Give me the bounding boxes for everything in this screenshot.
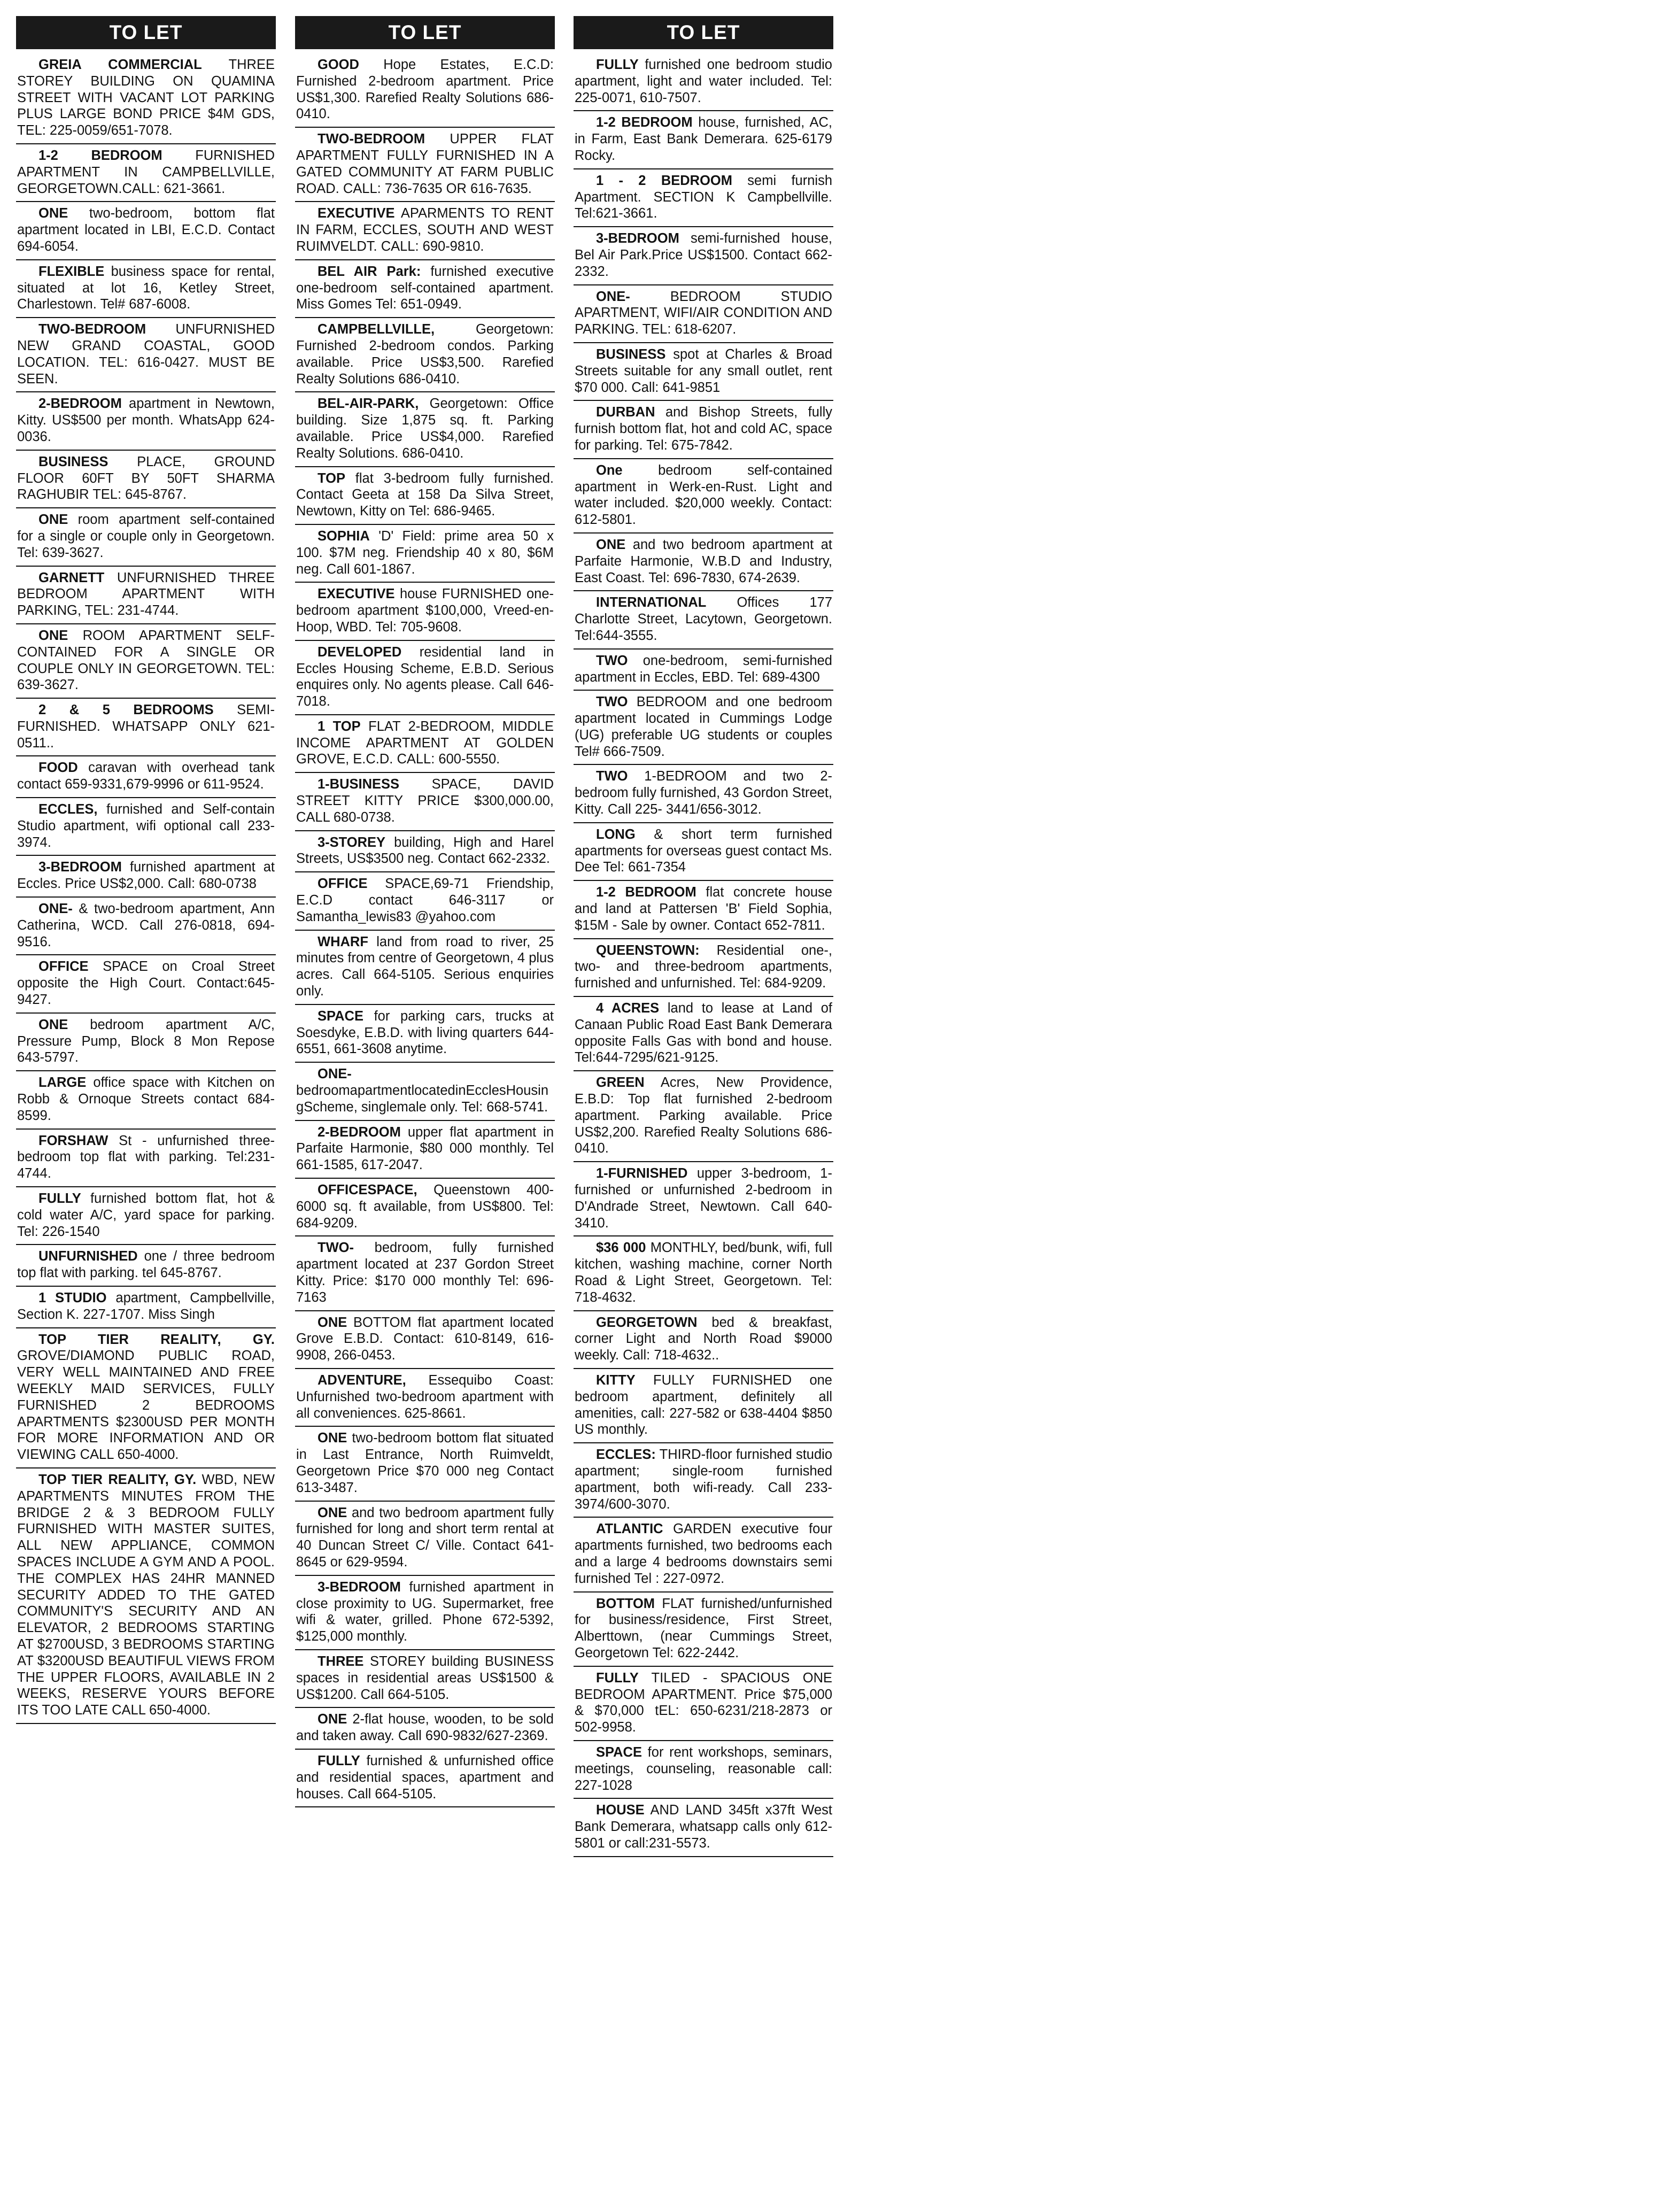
ad-text: FLAT 2-BEDROOM, MIDDLE INCOME APARTMENT AT GOLDEN GROVE, E.C.D. CALL: 600-5550. bbox=[296, 718, 554, 767]
ad-text: land from road to river, 25 minutes from centre of Georgetown, 4 plus acres. Call 664-5105. Serious enquiries only. bbox=[296, 934, 554, 999]
ad-text: SEMI-FURNISHED. WHATSAPP ONLY 621-0511.. bbox=[17, 702, 275, 751]
classified-ad bbox=[295, 1179, 555, 1236]
ad-text: one-bedroom, semi-furnished apartment in Eccles, EBD. Tel: 689-4300 bbox=[575, 653, 832, 685]
ad-text: caravan with overhead tank contact 659-9331,679-9996 or 611-9524. bbox=[17, 760, 275, 792]
classified-ad bbox=[16, 1187, 276, 1245]
ad-lead: OFFICESPACE, bbox=[318, 1182, 417, 1198]
ad-lead: ONE bbox=[318, 1712, 347, 1727]
ad-text: BOTTOM flat apartment located Grove E.B.D. Contact: 610-8149, 616-9908, 266-0453. bbox=[296, 1315, 554, 1363]
ad-lead: 3-BEDROOM bbox=[318, 1579, 401, 1595]
classified-ad bbox=[16, 567, 276, 624]
ad-lead: SPACE bbox=[318, 1008, 363, 1024]
classified-ad bbox=[16, 53, 276, 144]
ad-text: UNFURNISHED THREE BEDROOM APARTMENT WITH PARKING, TEL: 231-4744. bbox=[17, 570, 275, 619]
classified-ad bbox=[574, 939, 833, 997]
ad-lead: 2-BEDROOM bbox=[38, 396, 122, 412]
classified-ad bbox=[16, 318, 276, 392]
ad-text: Offices 177 Charlotte Street, Lacytown, Georgetown. Tel:644-3555. bbox=[575, 595, 832, 643]
classified-ad bbox=[295, 1427, 555, 1501]
classified-ad bbox=[16, 1130, 276, 1187]
ad-text: two-bedroom bottom flat situated in Last Entrance, North Ruimveldt, Georgetown Price $70 000 neg Contact 613-3487. bbox=[296, 1431, 554, 1495]
ad-lead: 3-BEDROOM bbox=[596, 231, 679, 246]
ad-lead: 2 & 5 BEDROOMS bbox=[38, 702, 214, 718]
classified-ad bbox=[16, 856, 276, 898]
ad-text: for parking cars, trucks at Soesdyke, E.B.D. with living quarters 644-6551, 661-3608 anytime. bbox=[296, 1008, 554, 1057]
classified-ad bbox=[574, 227, 833, 285]
classified-ad bbox=[295, 202, 555, 260]
ad-lead: TOP TIER REALITY, GY. bbox=[38, 1472, 197, 1487]
ad-lead: FULLY bbox=[596, 57, 639, 72]
classified-ad bbox=[295, 467, 555, 525]
ad-text: BEDROOM STUDIO APARTMENT, WIFI/AIR CONDITION AND PARKING. TEL: 618-6207. bbox=[575, 289, 832, 337]
ad-text: apartment, Campbellville, Section K. 227-1707. Miss Singh bbox=[17, 1290, 275, 1322]
ad-text: FURNISHED APARTMENT IN CAMPBELLVILLE, GEORGETOWN.CALL: 621-3661. bbox=[17, 148, 275, 196]
ad-lead: THREE bbox=[318, 1653, 364, 1669]
classified-ad bbox=[16, 392, 276, 450]
classified-ad bbox=[295, 1708, 555, 1750]
classified-ad bbox=[16, 756, 276, 798]
ad-text: FULLY FURNISHED one bedroom apartment, definitely all amenities, call: 227-582 or 638-4404 $850 US monthly. bbox=[575, 1372, 832, 1437]
ad-lead: TWO bbox=[596, 769, 628, 784]
classified-ad bbox=[574, 1518, 833, 1592]
classified-ad bbox=[295, 1502, 555, 1576]
ad-text: bedroom, fully furnished apartment located at 237 Gordon Street Kitty. Price: $170 000 monthly Tel: 696-7163 bbox=[296, 1240, 554, 1305]
classified-ad bbox=[295, 1576, 555, 1650]
classified-ad bbox=[295, 1311, 555, 1369]
classified-ad bbox=[295, 1236, 555, 1311]
classified-ad bbox=[574, 169, 833, 227]
classified-ad bbox=[295, 715, 555, 773]
ad-lead: 4 ACRES bbox=[596, 1001, 660, 1016]
classified-ad bbox=[295, 1650, 555, 1708]
classified-ad bbox=[574, 997, 833, 1071]
ad-lead: ONE bbox=[38, 512, 68, 528]
classified-ad bbox=[16, 260, 276, 318]
classified-ad bbox=[295, 1369, 555, 1427]
ad-text: building, High and Harel Streets, US$3500 neg. Contact 662-2332. bbox=[296, 834, 554, 867]
ad-text: WBD, NEW APARTMENTS MINUTES FROM THE BRIDGE 2 & 3 BEDROOM FULLY FURNISHED WITH MASTER SUITES, ALL NEW APPLIANCE, COMMON SPACES INCLUDE A GYM AND A POOL. THE COMPLEX HAS 24HR MANNED SECURITY ADDED TO THE GATED COMMUNITY'S SECURITY AND AN ELEVATOR, 2 BEDROOMS STARTING AT $2700USD, 3 BEDROOMS STARTING AT $3200USD BEAUTIFUL VIEWS FROM THE UPPER FLOORS, AVAILABLE IN 2 WEEKS, RESERVE YOURS BEFORE ITS TOO LATE CALL 650-4000. bbox=[17, 1472, 275, 1718]
ad-lead: FULLY bbox=[318, 1753, 360, 1768]
ad-lead: FLEXIBLE bbox=[38, 264, 105, 279]
ad-text: room apartment self-contained for a single or couple only in Georgetown. Tel: 639-3627. bbox=[17, 512, 275, 560]
ad-lead: 1-FURNISHED bbox=[596, 1166, 688, 1181]
ad-text: furnished bottom flat, hot & cold water A/C, yard space for parking. Tel: 226-1540 bbox=[17, 1191, 275, 1239]
ad-text: Acres, New Providence, E.B.D: Top flat furnished 2-bedroom apartment. Parking available. Price US$2,200. Rarefied Realty Solutions 686-0410. bbox=[575, 1075, 832, 1156]
ad-text: flat concrete house and land at Pattersen 'B' Field Sophia, $15M - Sale by owner. Contact 652-7811. bbox=[575, 885, 832, 933]
ad-text: Queenstown 400-6000 sq. ft available, from US$800. Tel: 684-9209. bbox=[296, 1182, 554, 1231]
ad-text: SPACE, DAVID STREET KITTY PRICE $300,000.00, CALL 680-0738. bbox=[296, 777, 554, 825]
classified-ad bbox=[16, 1287, 276, 1328]
ad-lead: TWO bbox=[596, 653, 628, 668]
ad-lead: WHARF bbox=[318, 934, 368, 949]
ad-lead: DURBAN bbox=[596, 405, 655, 420]
ad-lead: CAMPBELLVILLE, bbox=[318, 322, 435, 337]
ad-text: one / three bedroom top flat with parking. tel 645-8767. bbox=[17, 1249, 275, 1281]
ad-lead: ONE- bbox=[596, 289, 630, 304]
ad-text: for rent workshops, seminars, meetings, counseling, reasonable call: 227-1028 bbox=[575, 1744, 832, 1793]
ad-lead: FULLY bbox=[38, 1191, 81, 1207]
ad-text: St - unfurnished three-bedroom top flat with parking. Tel:231-4744. bbox=[17, 1133, 275, 1181]
classified-ad bbox=[16, 1071, 276, 1129]
ad-text: furnished one bedroom studio apartment, light and water included. Tel: 225-0071, 610-7507. bbox=[575, 57, 832, 105]
ad-lead: BUSINESS bbox=[38, 454, 109, 469]
classified-ad bbox=[574, 1667, 833, 1741]
ad-text: AND LAND 345ft x37ft West Bank Demerara, whatsapp calls only 612-5801 or call:231-5573. bbox=[575, 1803, 832, 1851]
classified-ad bbox=[295, 583, 555, 640]
ad-lead: BEL AIR Park: bbox=[318, 264, 421, 279]
ad-text: PLACE, GROUND FLOOR 60FT BY 50FT SHARMA RAGHUBIR TEL: 645-8767. bbox=[17, 454, 275, 503]
classified-ad bbox=[574, 401, 833, 459]
classified-ad bbox=[295, 318, 555, 392]
ad-text: 1-BEDROOM and two 2-bedroom fully furnished, 43 Gordon Street, Kitty. Call 225- 3441/656-3012. bbox=[575, 769, 832, 817]
ad-lead: ONE bbox=[38, 628, 68, 643]
classified-ad bbox=[295, 931, 555, 1005]
ad-lead: ONE bbox=[38, 206, 68, 221]
ad-text: 2-flat house, wooden, to be sold and taken away. Call 690-9832/627-2369. bbox=[296, 1712, 554, 1744]
classified-ad bbox=[16, 624, 276, 699]
ad-text: Georgetown: Office building. Size 1,875 sq. ft. Parking available. Price US$4,000. Rarefied Realty Solutions. 686-0410. bbox=[296, 396, 554, 461]
ad-lead: ONE bbox=[318, 1505, 347, 1520]
ad-lead: 1-2 BEDROOM bbox=[596, 115, 693, 130]
ad-lead: KITTY bbox=[596, 1372, 636, 1388]
ad-lead: EXECUTIVE bbox=[318, 206, 395, 221]
ad-text: Georgetown: Furnished 2-bedroom condos. Parking available. Price US$3,500. Rarefied Realty Solutions 686-0410. bbox=[296, 322, 554, 387]
ad-text: BEDROOM and one bedroom apartment located in Cummings Lodge (UG) preferable UG students or couples Tel# 666-7509. bbox=[575, 694, 832, 759]
classified-ad bbox=[16, 1468, 276, 1724]
ad-lead: 1-2 BEDROOM bbox=[596, 885, 696, 900]
ad-lead: GEORGETOWN bbox=[596, 1315, 698, 1330]
ad-lead: UNFURNISHED bbox=[38, 1249, 138, 1264]
ad-text: apartment in Newtown, Kitty. US$500 per month. WhatsApp 624-0036. bbox=[17, 396, 275, 444]
ad-text: office space with Kitchen on Robb & Ornoque Streets contact 684-8599. bbox=[17, 1075, 275, 1123]
ad-lead: QUEENSTOWN: bbox=[596, 942, 700, 958]
classified-ad bbox=[574, 1236, 833, 1311]
classified-ad bbox=[295, 260, 555, 318]
ad-lead: ONE bbox=[318, 1315, 347, 1330]
ad-text: semi-furnished house, Bel Air Park.Price US$1500. Contact 662-2332. bbox=[575, 231, 832, 279]
ad-lead: 1 - 2 BEDROOM bbox=[596, 173, 732, 188]
ad-text: bedroomapartmentlocatedinEcclesHousingScheme, singlemale only. Tel: 668-5741. bbox=[296, 1083, 549, 1115]
ad-lead: GARNETT bbox=[38, 570, 105, 585]
ad-text: SPACE,69-71 Friendship, E.C.D contact 646-3117 or Samantha_lewis83 @yahoo.com bbox=[296, 876, 554, 924]
classified-ad bbox=[16, 451, 276, 508]
ad-lead: ONE- bbox=[38, 901, 73, 917]
classified-ad bbox=[295, 128, 555, 202]
ad-lead: TOP TIER REALITY, GY. bbox=[38, 1332, 275, 1347]
ad-text: APARMENTS TO RENT IN FARM, ECCLES, SOUTH AND WEST RUIMVELDT. CALL: 690-9810. bbox=[296, 206, 554, 254]
classified-ad bbox=[574, 1593, 833, 1667]
classified-ad bbox=[574, 343, 833, 401]
ad-text: & two-bedroom apartment, Ann Catherina, WCD. Call 276-0818, 694-9516. bbox=[17, 901, 275, 949]
ad-list bbox=[295, 53, 555, 1807]
ad-lead: 1 TOP bbox=[318, 718, 361, 734]
column-3 bbox=[574, 16, 833, 2189]
ad-text: flat 3-bedroom fully furnished. Contact Geeta at 158 Da Silva Street, Newtown, Kitty on Tel: 686-9465. bbox=[296, 470, 554, 519]
ad-text: and Bishop Streets, fully furnish bottom flat, hot and cold AC, space for parking. Tel: 675-7842. bbox=[575, 405, 832, 453]
ad-lead: GREIA COMMERCIAL bbox=[38, 57, 202, 72]
ad-lead: EXECUTIVE bbox=[318, 586, 395, 602]
ad-lead: 1 STUDIO bbox=[38, 1290, 107, 1305]
ad-text: house FURNISHED one-bedroom apartment $100,000, Vreed-en-Hoop, WBD. Tel: 705-9608. bbox=[296, 586, 554, 635]
column-heading: TO LET bbox=[295, 16, 555, 49]
ad-lead: 2-BEDROOM bbox=[318, 1124, 401, 1140]
ad-lead: TWO-BEDROOM bbox=[38, 322, 146, 337]
ad-list bbox=[574, 53, 833, 1857]
ad-text: Essequibo Coast: Unfurnished two-bedroom apartment with all conveniences. 625-8661. bbox=[296, 1372, 554, 1421]
classified-ad bbox=[295, 1121, 555, 1179]
ad-lead: FULLY bbox=[596, 1670, 639, 1686]
classified-ad bbox=[574, 1443, 833, 1518]
classified-ad bbox=[16, 699, 276, 756]
ad-lead: GREEN bbox=[596, 1075, 645, 1091]
classified-ad bbox=[574, 111, 833, 169]
ad-lead: DEVELOPED bbox=[318, 644, 402, 660]
ad-text: furnished and Self-contain Studio apartment, wifi optional call 233-3974. bbox=[17, 802, 275, 850]
ad-lead: OFFICE bbox=[318, 876, 368, 892]
ad-text: STOREY building BUSINESS spaces in residential areas US$1500 & US$1200. Call 664-5105. bbox=[296, 1653, 554, 1702]
classified-ad bbox=[574, 1741, 833, 1799]
classifieds-page bbox=[16, 16, 1673, 2192]
classified-ad bbox=[574, 1311, 833, 1369]
ad-lead: HOUSE bbox=[596, 1803, 645, 1818]
ad-lead: One bbox=[596, 462, 623, 478]
ad-text: ROOM APARTMENT SELF-CONTAINED FOR A SINGLE OR COUPLE ONLY IN GEORGETOWN. TEL: 639-3627. bbox=[17, 628, 275, 693]
ad-lead: BUSINESS bbox=[596, 346, 666, 362]
ad-lead: LONG bbox=[596, 826, 636, 842]
classified-ad bbox=[295, 831, 555, 873]
ad-lead: 3-BEDROOM bbox=[38, 860, 122, 875]
ad-lead: 1-BUSINESS bbox=[318, 777, 400, 792]
ad-text: furnished & unfurnished office and residential spaces, apartment and houses. Call 664-5105. bbox=[296, 1753, 554, 1802]
ad-text: semi furnish Apartment. SECTION K Campbellville. Tel:621-3661. bbox=[575, 173, 832, 221]
classified-ad bbox=[574, 823, 833, 881]
classified-ad bbox=[295, 392, 555, 467]
ad-lead: TWO- bbox=[318, 1240, 354, 1256]
classified-ad bbox=[574, 1162, 833, 1236]
classified-ad bbox=[295, 525, 555, 583]
classified-ad bbox=[16, 1014, 276, 1071]
ad-text: SPACE on Croal Street opposite the High Court. Contact:645-9427. bbox=[17, 959, 275, 1008]
classified-ad bbox=[574, 591, 833, 649]
column-heading: TO LET bbox=[16, 16, 276, 49]
ad-text: bedroom self-contained apartment in Werk-en-Rust. Light and water included. $20,000 weekly. Contact: 612-5801. bbox=[575, 462, 832, 528]
ad-lead: TOP bbox=[318, 470, 345, 486]
ad-lead: GOOD bbox=[318, 57, 359, 72]
ad-text: land to lease at Land of Canaan Public Road East Bank Demerara opposite Falls Gas with bond and house. Tel:644-7295/621-9125. bbox=[575, 1001, 832, 1065]
ad-text: GROVE/DIAMOND PUBLIC ROAD, VERY WELL MAINTAINED AND FREE WEEKLY MAID SERVICES, FULLY FURNISHED 2 BEDROOMS APARTMENTS $2300USD PER MONTH FOR MORE INFORMATION AND OR VIEWING CALL 650-4000. bbox=[17, 1348, 275, 1463]
ad-text: Hope Estates, E.C.D: Furnished 2-bedroom apartment. Price US$1,300. Rarefied Realty Solutions 686-0410. bbox=[296, 57, 554, 122]
ad-text: business space for rental, situated at lot 16, Ketley Street, Charlestown. Tel# 687-6008. bbox=[17, 264, 275, 312]
classified-ad bbox=[295, 872, 555, 930]
ad-text: bedroom apartment A/C, Pressure Pump, Block 8 Mon Repose 643-5797. bbox=[17, 1017, 275, 1065]
classified-ad bbox=[16, 1328, 276, 1468]
column-2 bbox=[295, 16, 555, 2189]
classified-ad bbox=[16, 202, 276, 260]
ad-text: Residential one-, two- and three-bedroom apartments, furnished and unfurnished. Tel: 684-9209. bbox=[575, 942, 832, 991]
ad-lead: SOPHIA bbox=[318, 528, 370, 544]
ad-lead: ECCLES: bbox=[596, 1447, 656, 1463]
ad-list bbox=[16, 53, 276, 1724]
classified-ad bbox=[574, 650, 833, 691]
ad-text: THREE STOREY BUILDING ON QUAMINA STREET WITH VACANT LOT PARKING PLUS LARGE BOND PRICE $4M GDS, TEL: 225-0059/651-7078. bbox=[17, 57, 275, 138]
classified-ad bbox=[574, 1071, 833, 1162]
ad-lead: ECCLES, bbox=[38, 802, 98, 817]
ad-text: GARDEN executive four apartments furnished, two bedrooms each and a large 4 bedrooms downstairs semi furnished Tel : 227-0972. bbox=[575, 1521, 832, 1586]
classified-ad bbox=[574, 534, 833, 591]
classified-ad bbox=[16, 798, 276, 856]
classified-ad bbox=[16, 508, 276, 566]
ad-lead: 1-2 BEDROOM bbox=[38, 148, 162, 163]
ad-text: furnished apartment in close proximity to UG. Supermarket, free wifi & water, grilled. Phone 672-5392, $125,000 monthly. bbox=[296, 1579, 554, 1644]
ad-lead: ONE bbox=[596, 537, 626, 552]
ad-lead: TWO-BEDROOM bbox=[318, 132, 425, 147]
classified-ad bbox=[574, 459, 833, 534]
ad-text: THIRD-floor furnished studio apartment; single-room furnished apartment, both wifi-ready. Call 233-3974/600-3070. bbox=[575, 1447, 832, 1512]
ad-text: upper 3-bedroom, 1-furnished or unfurnished 2-bedroom in D'Andrade Street, Newtown. Call 640-3410. bbox=[575, 1166, 832, 1231]
ad-text: MONTHLY, bed/bunk, wifi, full kitchen, washing machine, corner North Road & Light Street, Georgetown. Tel: 718-4632. bbox=[575, 1240, 832, 1305]
classified-ad bbox=[16, 898, 276, 955]
ad-text: and two bedroom apartment fully furnished for long and short term rental at 40 Duncan Street C/ Ville. Contact 641-8645 or 629-9594. bbox=[296, 1505, 554, 1570]
ad-lead: TWO bbox=[596, 694, 628, 710]
ad-text: furnished executive one-bedroom self-contained apartment. Miss Gomes Tel: 651-0949. bbox=[296, 264, 554, 312]
classified-ad bbox=[16, 955, 276, 1013]
ad-text: furnished apartment at Eccles. Price US$2,000. Call: 680-0738 bbox=[17, 860, 275, 892]
ad-text: FLAT furnished/unfurnished for business/residence, First Street, Alberttown, (near Cummings Street, Georgetown Tel: 622-2442. bbox=[575, 1596, 832, 1660]
classified-ad bbox=[574, 285, 833, 343]
ad-lead: FOOD bbox=[38, 760, 78, 776]
classified-ad bbox=[574, 53, 833, 111]
classified-ad bbox=[574, 881, 833, 939]
ad-text: residential land in Eccles Housing Scheme, E.B.D. Serious enquires only. No agents please. Call 646-7018. bbox=[296, 644, 554, 709]
classified-ad bbox=[295, 773, 555, 831]
classified-ad bbox=[295, 641, 555, 715]
ad-text: and two bedroom apartment at Parfaite Harmonie, W.B.D and Industry, East Coast. Tel: 696-7830, 674-2639. bbox=[575, 537, 832, 585]
classified-ad bbox=[295, 1005, 555, 1063]
classified-ad bbox=[574, 1799, 833, 1857]
ad-lead: 3-STOREY bbox=[318, 834, 386, 850]
ad-text: two-bedroom, bottom flat apartment located in LBI, E.C.D. Contact 694-6054. bbox=[17, 206, 275, 254]
ad-lead: ONE- bbox=[318, 1066, 352, 1082]
ad-lead: ONE bbox=[38, 1017, 68, 1032]
column-heading: TO LET bbox=[574, 16, 833, 49]
ad-text: bed & breakfast, corner Light and North Road $9000 weekly. Call: 718-4632.. bbox=[575, 1315, 832, 1363]
ad-text: & short term furnished apartments for overseas guest contact Ms. Dee Tel: 661-7354 bbox=[575, 826, 832, 875]
classified-ad bbox=[574, 1369, 833, 1443]
classified-ad bbox=[16, 144, 276, 202]
classified-ad bbox=[295, 1750, 555, 1807]
column-1 bbox=[16, 16, 276, 2189]
classified-ad bbox=[16, 1245, 276, 1287]
ad-lead: LARGE bbox=[38, 1075, 87, 1091]
ad-text: TILED - SPACIOUS ONE BEDROOM APARTMENT. Price $75,000 & $70,000 tEL: 650-6231/218-2873 or 502-9958. bbox=[575, 1670, 832, 1735]
ad-text: spot at Charles & Broad Streets suitable for any small outlet, rent $70 000. Call: 641-9851 bbox=[575, 346, 832, 395]
ad-text: 'D' Field: prime area 50 x 100. $7M neg. Friendship 40 x 80, $6M neg. Call 601-1867. bbox=[296, 528, 554, 577]
ad-lead: FORSHAW bbox=[38, 1133, 109, 1148]
ad-text: house, furnished, AC, in Farm, East Bank Demerara. 625-6179 Rocky. bbox=[575, 115, 833, 163]
ad-lead: SPACE bbox=[596, 1744, 642, 1760]
classified-ad bbox=[574, 765, 833, 823]
ad-text: UNFURNISHED NEW GRAND COASTAL, GOOD LOCATION. TEL: 616-0427. MUST BE SEEN. bbox=[17, 322, 275, 387]
ad-lead: INTERNATIONAL bbox=[596, 595, 707, 610]
ad-lead: BOTTOM bbox=[596, 1596, 655, 1611]
ad-lead: BEL-AIR-PARK, bbox=[318, 396, 419, 412]
ad-lead: ONE bbox=[318, 1431, 347, 1446]
classified-ad bbox=[295, 1063, 555, 1120]
ad-lead: OFFICE bbox=[38, 959, 89, 975]
classified-ad bbox=[574, 691, 833, 765]
classified-ad bbox=[295, 53, 555, 128]
ad-lead: ATLANTIC bbox=[596, 1521, 663, 1537]
ad-lead: ADVENTURE, bbox=[318, 1372, 406, 1388]
ad-text: UPPER FLAT APARTMENT FULLY FURNISHED IN A GATED COMMUNITY AT FARM PUBLIC ROAD. CALL: 736-7635 OR 616-7635. bbox=[296, 132, 554, 196]
ad-lead: $36 000 bbox=[596, 1240, 646, 1256]
ad-text: upper flat apartment in Parfaite Harmonie, $80 000 monthly. Tel 661-1585, 617-2047. bbox=[296, 1124, 554, 1173]
